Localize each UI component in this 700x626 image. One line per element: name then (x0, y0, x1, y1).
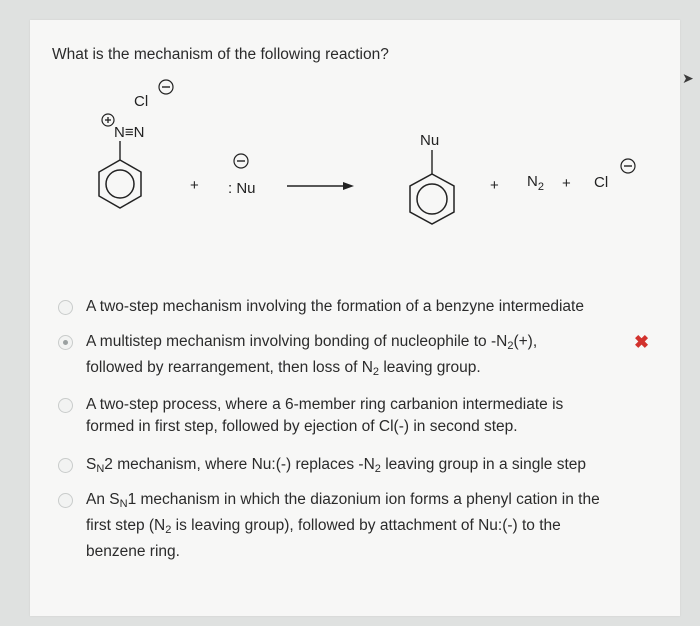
plus-sign-2: + (490, 177, 499, 194)
diazo-group-label: N≡N (114, 124, 145, 141)
cursor-arrow-icon: ➤ (682, 70, 694, 86)
option-label: $S_N2$ mechanism, where Nu:(-) replaces $-N_2$ leaving group in a single step (86, 456, 586, 475)
minus-charge-icon (159, 80, 173, 94)
radio-button-selected[interactable] (58, 335, 73, 350)
plus-sign-3: + (562, 175, 571, 192)
question-text: What is the mechanism of the following reaction? (52, 46, 389, 63)
radio-button[interactable] (58, 398, 73, 413)
nucleophile-label: : Nu (228, 180, 256, 197)
minus-charge-icon (621, 159, 635, 173)
benzene-ring-product (410, 174, 454, 224)
product-substituent-label: Nu (420, 132, 440, 149)
option-label: A two-step process, where a 6-member ring carbanion intermediate is formed in first step, followed by ejection of Cl(-) in second step. (86, 396, 564, 435)
plus-sign-1: + (190, 177, 199, 194)
radio-button[interactable] (58, 300, 73, 315)
byproduct-n2: $N_2$ (527, 173, 544, 193)
option-label: A multistep mechanism involving bonding of nucleophile to $-N_2(+)$, followed by rearrangement, then loss of $N_2$ leaving group. (86, 333, 538, 378)
reactant-counterion: Cl (134, 93, 149, 110)
benzene-ring-reactant (99, 160, 141, 208)
byproduct-chloride: Cl (594, 174, 609, 191)
incorrect-mark-icon: ✖ (634, 332, 650, 352)
minus-charge-icon (234, 154, 248, 168)
reaction-scheme (30, 20, 680, 280)
option-label: A two-step mechanism involving the formation of a benzyne intermediate (86, 298, 584, 315)
plus-charge-icon (102, 114, 114, 126)
radio-button[interactable] (58, 493, 73, 508)
reaction-arrow (287, 182, 354, 190)
radio-button[interactable] (58, 458, 73, 473)
question-card (30, 20, 680, 616)
option-label: An $S_N1$ mechanism in which the diazonium ion forms a phenyl cation in the first step ($N_2$ is leaving group), followed by attachment of Nu:(-) to the benzene ring. (86, 491, 600, 560)
